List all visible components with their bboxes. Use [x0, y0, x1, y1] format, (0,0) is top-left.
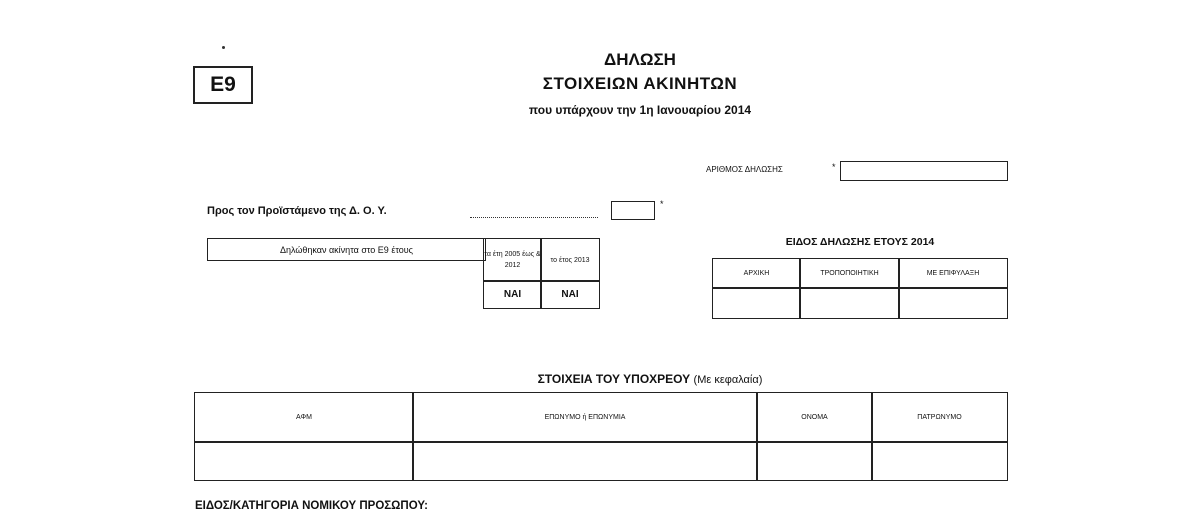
declared-yes2-cell[interactable] [540, 280, 600, 309]
scan-dot [222, 46, 225, 49]
declared-label: Δηλώθηκαν ακίνητα στο Ε9 έτους [279, 244, 414, 255]
obligor-name-field[interactable] [756, 441, 873, 481]
declared-col1-header [483, 238, 542, 282]
declared-col2-header [540, 238, 600, 282]
form-code-box [193, 66, 253, 104]
title-line2: ΣΤΟΙΧΕΙΩΝ ΑΚΙΝΗΤΩΝ [542, 74, 738, 93]
obligor-col-name [756, 392, 873, 443]
legal-entity-label: ΕΙΔΟΣ/ΚΑΤΗΓΟΡΙΑ ΝΟΜΙΚΟΥ ΠΡΟΣΩΠΟΥ: [195, 500, 428, 512]
title-line1: ΔΗΛΩΣΗ [604, 50, 676, 69]
declared-col2-text: το έτος 2013 [550, 256, 590, 264]
declared-yes1: ΝΑΙ [503, 289, 522, 300]
decl-type-reserved-field[interactable] [898, 287, 1008, 319]
decl-type-amending-field[interactable] [799, 287, 900, 319]
doy-dotted-line[interactable] [470, 217, 598, 218]
decl-number-field[interactable] [840, 161, 1008, 181]
form-code: Ε9 [210, 73, 236, 96]
obligor-col-surname-label: ΕΠΩΝΥΜΟ ή ΕΠΩΝΥΜΙΑ [544, 414, 626, 421]
obligor-surname-field[interactable] [412, 441, 758, 481]
decl-type-col-initial-label: ΑΡΧΙΚΗ [743, 270, 770, 277]
declared-col1-text: τα έτη 2005 έως & 2012 [484, 251, 541, 269]
obligor-title-wrap [400, 372, 900, 386]
obligor-title-note: (Με κεφαλαία) [693, 374, 763, 386]
title-line3: που υπάρχουν την 1η Ιανουαρίου 2014 [528, 103, 752, 117]
decl-type-col-reserved-label: ΜΕ ΕΠΙΦΥΛΑΞΗ [926, 270, 980, 277]
decl-number-asterisk: * [832, 162, 836, 172]
obligor-afm-field[interactable] [194, 441, 414, 481]
obligor-col-father-label: ΠΑΤΡΩΝΥΜΟ [917, 414, 962, 421]
decl-type-col-amending-label: ΤΡΟΠΟΠΟΙΗΤΙΚΗ [820, 270, 879, 277]
obligor-col-surname [412, 392, 758, 443]
decl-type-col-reserved [898, 258, 1008, 289]
decl-type-title: ΕΙΔΟΣ ΔΗΛΩΣΗΣ ΕΤΟΥΣ 2014 [785, 236, 935, 248]
obligor-father-field[interactable] [871, 441, 1008, 481]
obligor-col-afm-label: ΑΦΜ [296, 414, 312, 421]
decl-type-initial-field[interactable] [712, 287, 801, 319]
declared-yes2: ΝΑΙ [561, 289, 579, 300]
obligor-title: ΣΤΟΙΧΕΙΑ ΤΟΥ ΥΠΟΧΡΕΟΥ [537, 372, 691, 386]
declared-label-cell [207, 238, 486, 261]
doy-asterisk: * [660, 199, 664, 209]
decl-number-label: ΑΡΙΘΜΟΣ ΔΗΛΩΣΗΣ [706, 165, 783, 174]
decl-type-col-amending [799, 258, 900, 289]
obligor-col-name-label: ΟΝΟΜΑ [801, 414, 828, 421]
doy-label: Προς τον Προϊστάμενο της Δ. Ο. Υ. [207, 205, 387, 217]
obligor-col-father [871, 392, 1008, 443]
obligor-col-afm [194, 392, 414, 443]
declared-yes1-cell[interactable] [483, 280, 542, 309]
decl-type-col-initial [712, 258, 801, 289]
doy-code-field[interactable] [611, 201, 655, 220]
